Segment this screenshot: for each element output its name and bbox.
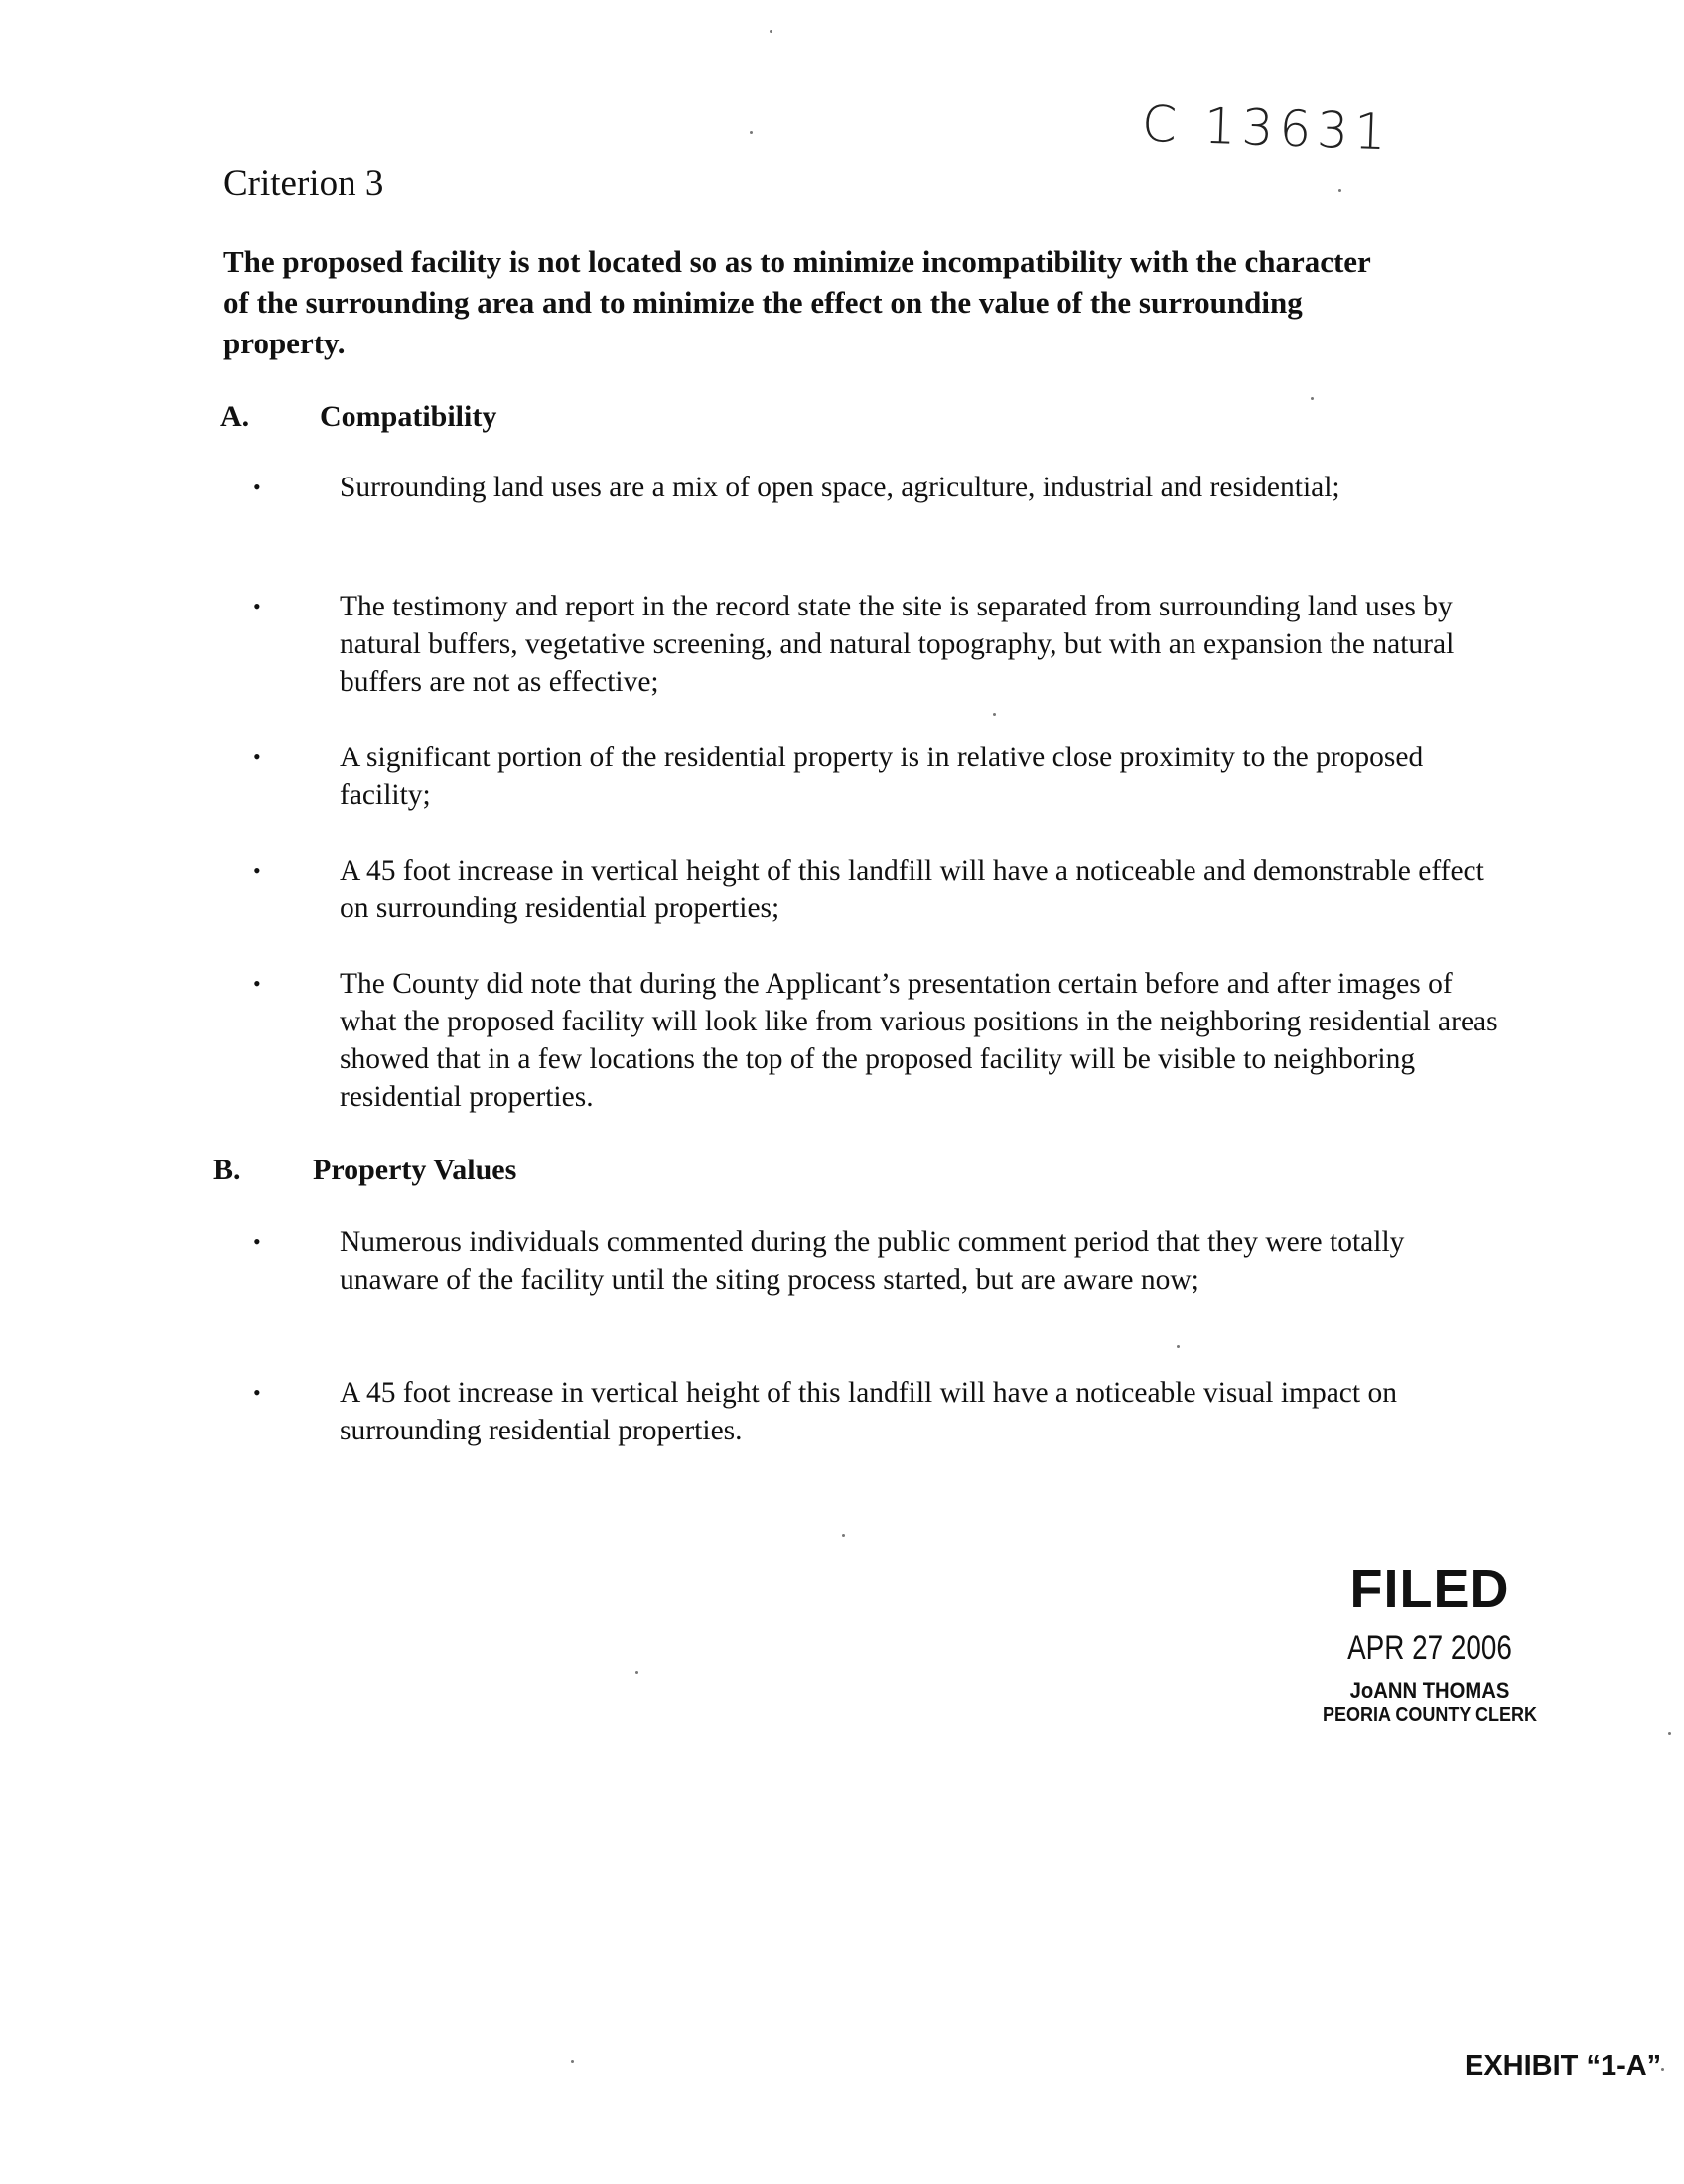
bullet-icon: • <box>253 594 261 618</box>
filed-stamp <box>1281 1561 1579 1727</box>
scan-speck <box>750 131 753 134</box>
section-b-heading <box>213 1154 516 1187</box>
scan-speck <box>993 713 996 716</box>
section-b-title: Property Values <box>313 1154 517 1186</box>
bullet-icon: • <box>253 971 261 996</box>
bullet-icon: • <box>253 745 261 769</box>
bullet-icon: • <box>253 1380 261 1405</box>
list-item-text: A significant portion of the residential property is in relative close proximity to the proposed facility; <box>340 742 1424 811</box>
bullet-icon: • <box>253 1229 261 1254</box>
list-item-text: The County did note that during the Applicant’s presentation certain before and after images of what the proposed facility will look like from various positions in the neighboring residential areas showed that in a few locations the top of the proposed facility will be visible to neighboring residential properties. <box>340 968 1498 1113</box>
list-item-text: A 45 foot increase in vertical height of this landfill will have a noticeable and demonstrable effect on surrounding residential properties; <box>340 855 1484 924</box>
scan-speck <box>1311 397 1314 400</box>
list-item-text: Numerous individuals commented during the public comment period that they were totally unaware of the facility until the siting process started, but are aware now; <box>340 1226 1405 1296</box>
scan-speck <box>1338 189 1341 192</box>
list-item-text: The testimony and report in the record state the site is separated from surrounding land uses by natural buffers, vegetative screening, and natural topography, but with an expansion the natural buffers are not as effective; <box>340 591 1455 698</box>
list-item <box>253 852 1501 927</box>
scan-speck <box>770 30 772 33</box>
criterion-title: Criterion 3 <box>223 163 384 204</box>
stamp-date: APR 27 2006 <box>1347 1629 1512 1667</box>
list-item <box>253 1223 1501 1298</box>
handwritten-file-number: C 13631 <box>1141 94 1393 162</box>
list-item <box>253 739 1501 814</box>
scan-speck <box>842 1534 845 1537</box>
section-a-letter: A. <box>220 400 250 433</box>
list-item-text: A 45 foot increase in vertical height of this landfill will have a noticeable visual impact on surrounding residential properties. <box>340 1377 1397 1446</box>
list-item <box>253 588 1501 701</box>
section-a-title: Compatibility <box>320 400 497 433</box>
bullet-icon: • <box>253 858 261 883</box>
section-a-heading <box>220 400 496 434</box>
list-item <box>253 1374 1501 1449</box>
list-item-text: Surrounding land uses are a mix of open space, agriculture, industrial and residential; <box>340 472 1340 503</box>
scan-speck <box>635 1671 638 1674</box>
bullet-icon: • <box>253 475 261 499</box>
scan-speck <box>571 2060 574 2063</box>
scan-speck <box>1668 1732 1671 1735</box>
scan-speck <box>1661 2068 1664 2071</box>
list-item <box>253 469 1501 506</box>
section-b-letter: B. <box>213 1154 241 1186</box>
scan-speck <box>1177 1345 1180 1348</box>
stamp-clerk-office: PEORIA COUNTY CLERK <box>1322 1705 1538 1726</box>
list-item <box>253 965 1501 1116</box>
criterion-statement: The proposed facility is not located so as to minimize incompatibility with the character of the surrounding area and to minimize the effect on the value of the surrounding property. <box>223 244 1371 360</box>
stamp-label: FILED <box>1349 1560 1510 1619</box>
stamp-clerk-name: JoANN THOMAS <box>1349 1678 1510 1703</box>
exhibit-label: EXHIBIT “1-A” <box>1465 2050 1662 2082</box>
